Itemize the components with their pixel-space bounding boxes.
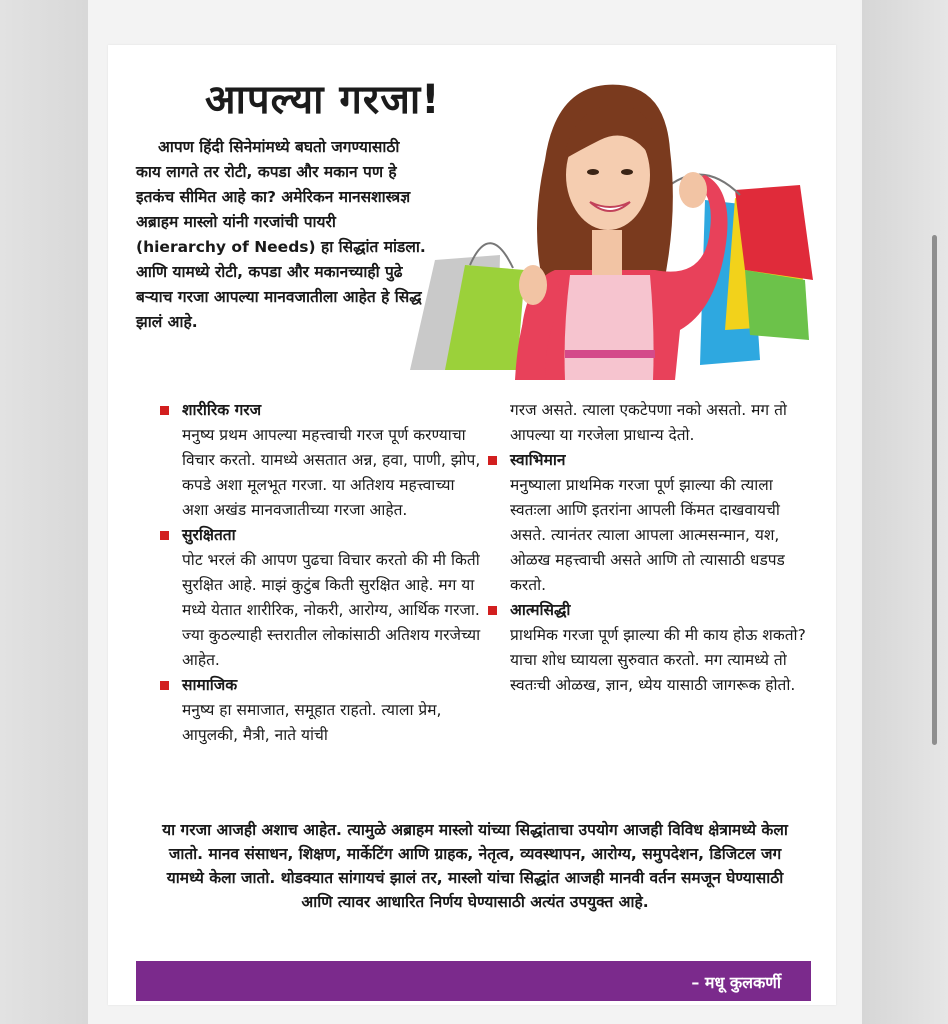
blouse (565, 275, 654, 380)
bullet-icon (488, 606, 497, 615)
section-esteem (488, 448, 810, 598)
left-margin (0, 0, 88, 1024)
bullet-icon (160, 681, 169, 690)
shopping-bag-red (735, 185, 813, 280)
scrollbar[interactable] (932, 235, 937, 745)
section-body: मनुष्य प्रथम आपल्या महत्त्वाची गरज पूर्ण करण्याचा विचार करतो. यामध्ये असतात अन्न, हवा, पाणी, झोप, कपडे अशा मूलभूत गरजा. या अतिशय महत्त्वाच्या अशा अखंड मानवजातीच्या गरजा आहेत. (182, 426, 481, 519)
author-name: – मधू कुलकर्णी (691, 973, 781, 992)
article-conclusion: या गरजा आजही अशाच आहेत. त्यामुळे अब्राहम मास्लो यांच्या सिद्धांताचा उपयोग आजही विविध क्षेत्रामध्ये केला जातो. मानव संसाधन, शिक्षण, मार्केटिंग आणि ग्राहक, नेतृत्व, व्यवस्थापन, आरोग्य, समुपदेशन, डिजिटल जग यामध्ये केला जातो. थोडक्यात सांगायचं झालं तर, मास्लो यांचा सिद्धांत आजही मानवी वर्तन समजून घेण्यासाठी आणि त्यावर आधारित निर्णय घेण्यासाठी अत्यंत उपयुक्त आहे. (162, 821, 788, 911)
shopping-bag-lightgreen (745, 270, 809, 340)
woman-with-shopping-bags-illustration (405, 80, 815, 380)
section-heading: शारीरिक गरज (182, 401, 262, 419)
section-self-actualization (488, 598, 810, 698)
article-title: आपल्या गरजा! (205, 77, 441, 123)
section-social-continuation: गरज असते. त्याला एकटेपणा नको असतो. मग तो आपल्या या गरजेला प्राधान्य देतो. (510, 401, 787, 444)
article-intro: आपण हिंदी सिनेमांमध्ये बघतो जगण्यासाठी काय लागते तर रोटी, कपडा और मकान पण हे इतकंच सीमित आहे का? अमेरिकन मानसशास्त्रज्ञ अब्राहम मास्लो यांनी गरजांची पायरी (hierarchy of Needs) हा सिद्धांत मांडला. आणि यामध्ये रोटी, कपडा और मकानच्याही पुढे बऱ्याच गरजा आपल्या मानवजातीला आहेत हे सिद्ध झालं आहे. (136, 138, 426, 331)
section-safety (160, 523, 482, 673)
bullet-icon (160, 406, 169, 415)
bullet-icon (160, 531, 169, 540)
author-band (136, 961, 811, 1001)
left-column (160, 398, 482, 748)
right-column (488, 398, 810, 698)
bullet-icon (488, 456, 497, 465)
section-heading: आत्मसिद्धी (510, 601, 571, 619)
section-heading: सुरक्षितता (182, 526, 236, 544)
section-body: प्राथमिक गरजा पूर्ण झाल्या की मी काय होऊ शकतो? याचा शोध घ्यायला सुरुवात करतो. मग त्यामध्ये तो स्वतःची ओळख, ज्ञान, ध्येय यासाठी जागरूक होतो. (510, 626, 806, 694)
section-physiological (160, 398, 482, 523)
section-body: मनुष्याला प्राथमिक गरजा पूर्ण झाल्या की त्याला स्वतःला आणि इतरांना आपली किंमत दाखवायची असते. त्यानंतर त्याला आपला आत्मसन्मान, यश, ओळख महत्त्वाची असते आणि तो त्यासाठी धडपड करतो. (510, 476, 785, 594)
section-body: पोट भरलं की आपण पुढचा विचार करतो की मी किती सुरक्षित आहे. माझं कुटुंब किती सुरक्षित आहे. मग या मध्ये येतात शारीरिक, नोकरी, आरोग्य, आर्थिक गरजा. ज्या कुठल्याही स्त्तरातील लोकांसाठी अतिशय गरजेच्या आहेत. (182, 551, 481, 669)
section-social (160, 673, 482, 748)
section-heading: सामाजिक (182, 676, 238, 694)
section-body: मनुष्य हा समाजात, समूहात राहतो. त्याला प्रेम, आपुलकी, मैत्री, नाते यांची (182, 701, 442, 744)
section-heading: स्वाभिमान (510, 451, 566, 469)
